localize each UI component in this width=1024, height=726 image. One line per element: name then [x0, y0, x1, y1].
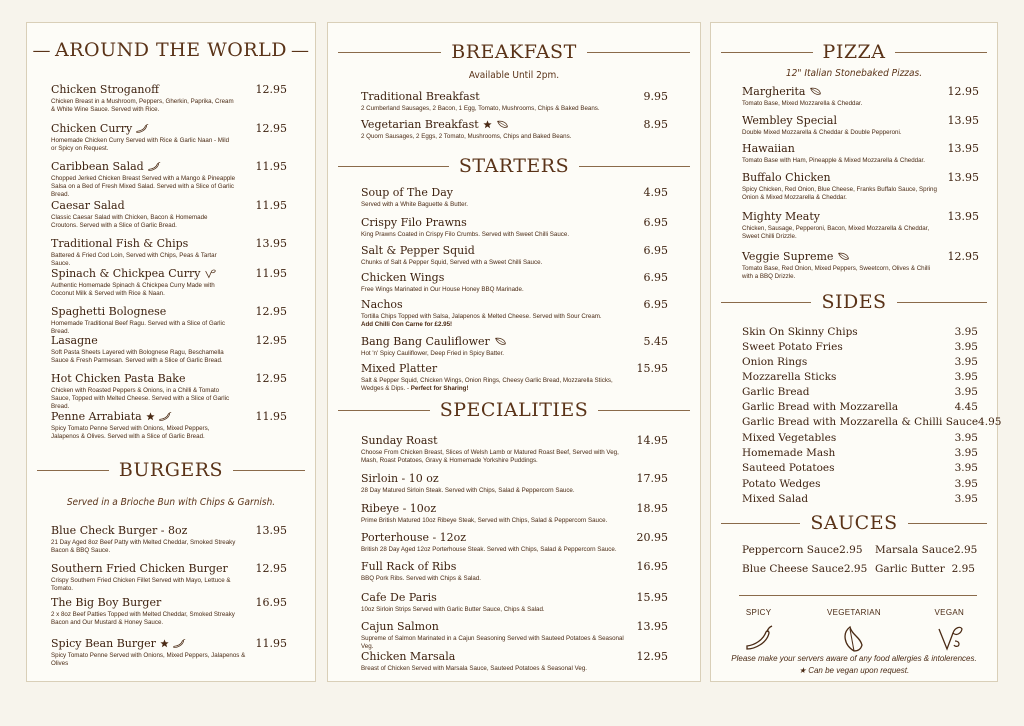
item-price: 3.95: [954, 447, 978, 459]
item-description: 10oz Sirloin Strips Served with Garlic Butter Sauce, Chips & Salad.: [361, 606, 545, 613]
item-description: Chicken Breast in a Mushroom, Peppers, Gherkin, Paprika, Cream & White Wine Sauce. Served with Rice.: [51, 98, 234, 113]
item-name: Blue Cheese Sauce: [742, 563, 844, 575]
item-name: Wembley Special: [742, 114, 837, 127]
menu-item-hawaiian: [742, 142, 979, 165]
item-description: 2 x 8oz Beef Patties Topped with Melted Cheddar, Smoked Streaky Bacon and Our Mustard & Honey Sauce.: [51, 611, 235, 626]
item-price: 15.95: [636, 591, 668, 604]
item-price: 12.95: [255, 372, 287, 385]
item-price: 17.95: [636, 472, 668, 485]
legend-spicy: SPICY: [724, 608, 794, 653]
item-description: 2 Cumberland Sausages, 2 Bacon, 1 Egg, Tomato, Mushrooms, Chips & Baked Beans.: [361, 105, 600, 112]
vegan-icon: [933, 623, 965, 653]
item-description: Supreme of Salmon Marinated in a Cajun Seasoning Served with Sauteed Potatoes & Seasonal Veg.: [361, 635, 624, 650]
item-price: 6.95: [643, 244, 668, 257]
item-name: Lasagne: [51, 334, 98, 347]
item-price: 13.95: [947, 171, 979, 184]
breakfast-subtitle: Available Until 2pm.: [468, 70, 560, 81]
item-name: Spaghetti Bolognese: [51, 305, 167, 318]
item-price: 13.95: [255, 237, 287, 250]
menu-item-southern-fried-chicken-burger: [51, 562, 287, 593]
menu-item-the-big-boy-burger: [51, 596, 287, 627]
item-description: Spicy Tomato Penne Served with Onions, Mixed Peppers, Jalapenos & Olives: [51, 652, 246, 667]
menu-item-nachos: [361, 298, 668, 329]
item-name: Mozzarella Sticks: [742, 371, 837, 383]
item-description: Tomato Base, Red Onion, Mixed Peppers, Sweetcorn, Olives & Chilli with a BBQ Drizzle.: [742, 265, 931, 280]
pizza-sides-sauces-panel: [710, 22, 1002, 682]
vegetarian-leaf-icon: [809, 86, 822, 97]
item-description: 21 Day Aged 8oz Beef Patty with Melted Cheddar, Smoked Streaky Bacon & BBQ Sauce.: [51, 539, 236, 554]
menu-item-chicken-curry: [51, 122, 287, 153]
side-item-homemade-mash: [742, 447, 978, 459]
chilli-icon: [743, 623, 775, 653]
menu-item-chicken-wings: [361, 271, 668, 294]
item-price: 3.95: [954, 326, 978, 338]
around-burgers-panel: [26, 22, 316, 682]
vegetarian-leaf-icon: [494, 336, 507, 347]
item-name: Full Rack of Ribs: [361, 560, 457, 573]
item-name: Ribeye - 10oz: [361, 502, 437, 515]
legend-vegetarian: VEGETARIAN: [819, 608, 889, 653]
specialities-heading: SPECIALITIES: [328, 399, 700, 421]
menu-item-ribeye-10oz: [361, 502, 668, 525]
item-price: 6.95: [643, 271, 668, 284]
item-name: Salt & Pepper Squid: [361, 244, 475, 257]
item-description: Tomato Base with Ham, Pineapple & Mixed Mozzarella & Cheddar.: [742, 157, 925, 164]
menu-item-spicy-bean-burger: [51, 637, 287, 668]
menu-item-sirloin-10-oz: [361, 472, 668, 495]
starters-heading: STARTERS: [328, 155, 700, 177]
item-price: 18.95: [636, 502, 668, 515]
item-price: 9.95: [643, 90, 668, 103]
item-name: Caesar Salad: [51, 199, 125, 212]
item-name: Margherita: [742, 85, 806, 98]
side-item-skin-on-skinny-chips: [742, 326, 978, 338]
chilli-icon: [159, 411, 172, 422]
item-price: 11.95: [255, 637, 287, 650]
item-description: Chunks of Salt & Pepper Squid, Served with a Sweet Chilli Sauce.: [361, 259, 543, 266]
item-name: Penne Arrabiata: [51, 410, 142, 423]
menu-item-mixed-platter: [361, 362, 668, 393]
item-price: 2.95: [953, 544, 978, 556]
menu-item-crispy-filo-prawns: [361, 216, 668, 239]
item-description: 2 Quorn Sausages, 2 Eggs, 2 Tomato, Mushrooms, Chips and Baked Beans.: [361, 133, 572, 140]
item-price: 4.45: [954, 401, 978, 413]
item-description: Breast of Chicken Served with Marsala Sauce, Sauteed Potatoes & Seasonal Veg.: [361, 665, 587, 672]
menu-item-caribbean-salad: [51, 160, 287, 199]
side-item-onion-rings: [742, 356, 978, 368]
item-price: 4.95: [978, 416, 1002, 428]
item-description: Homemade Chicken Curry Served with Rice & Garlic Naan - Mild or Spicy on Request.: [51, 137, 230, 152]
pizza-heading: PIZZA: [711, 41, 997, 63]
item-price: 13.95: [947, 114, 979, 127]
item-description: Tortilla Chips Topped with Salsa, Jalapenos & Melted Cheese. Served with Sour Cream. Add Chilli Con Carne for £2.95!: [361, 313, 602, 328]
item-description: Chicken with Roasted Peppers & Onions, in a Chilli & Tomato Sauce, Topped with Melted Cheese. Served with a Slice of Garlic Bread.: [51, 387, 230, 410]
item-price: 12.95: [947, 250, 979, 263]
side-item-mozzarella-sticks: [742, 371, 978, 383]
item-price: 11.95: [255, 160, 287, 173]
chilli-icon: [148, 161, 161, 172]
menu-item-salt-pepper-squid: [361, 244, 668, 267]
chilli-icon: [173, 638, 186, 649]
menu-item-traditional-breakfast: [361, 90, 668, 113]
item-name: Blue Check Burger - 8oz: [51, 524, 188, 537]
pizza-subtitle: 12" Italian Stonebaked Pizzas.: [785, 68, 923, 79]
vegan-option-star-icon: [160, 639, 169, 648]
item-price: 5.45: [643, 335, 668, 348]
menu-item-sunday-roast: [361, 434, 668, 465]
item-price: 12.95: [255, 122, 287, 135]
side-item-potato-wedges: [742, 478, 978, 490]
item-price: 3.95: [954, 371, 978, 383]
item-name: Cafe De Paris: [361, 591, 437, 604]
item-price: 20.95: [636, 531, 668, 544]
item-name: Crispy Filo Prawns: [361, 216, 467, 229]
menu-item-vegetarian-breakfast: [361, 118, 668, 141]
vegetarian-leaf-icon: [496, 119, 509, 130]
item-price: 2.95: [839, 544, 863, 556]
menu-item-porterhouse-12oz: [361, 531, 668, 554]
item-price: 13.95: [636, 620, 668, 633]
dietary-legend: [711, 608, 997, 653]
item-price: 3.95: [954, 432, 978, 444]
item-price: 3.95: [954, 478, 978, 490]
menu-item-caesar-salad: [51, 199, 287, 230]
item-price: 12.95: [255, 305, 287, 318]
item-name: The Big Boy Burger: [51, 596, 162, 609]
item-description: Hot 'n' Spicy Cauliflower, Deep Fried in Spicy Batter.: [361, 350, 505, 357]
item-price: 12.95: [947, 85, 979, 98]
item-price: 15.95: [636, 362, 668, 375]
menu-item-mighty-meaty: [742, 210, 979, 241]
item-price: 12.95: [636, 650, 668, 663]
menu-item-cajun-salmon: [361, 620, 668, 651]
item-description: British 28 Day Aged 12oz Porterhouse Steak. Served with Chips, Salad & Peppercorn Sauce.: [361, 546, 617, 553]
item-price: 6.95: [643, 216, 668, 229]
allergy-note: Please make your servers aware of any food allergies & intolerences. ★ Can be vegan upon request.: [731, 654, 977, 675]
item-name: Hot Chicken Pasta Bake: [51, 372, 186, 385]
item-name: Mixed Vegetables: [742, 432, 837, 444]
item-price: 2.95: [843, 563, 868, 575]
menu-item-wembley-special: [742, 114, 979, 137]
item-name: Nachos: [361, 298, 403, 311]
menu-item-spaghetti-bolognese: [51, 305, 287, 336]
item-name: Onion Rings: [742, 356, 808, 368]
item-description: Served with a White Baguette & Butter.: [361, 201, 468, 208]
item-price: 13.95: [947, 210, 979, 223]
item-name: Sauteed Potatoes: [742, 462, 835, 474]
item-name: Homemade Mash: [742, 447, 836, 459]
item-name: Bang Bang Cauliflower: [361, 335, 490, 348]
item-name: Chicken Curry: [51, 122, 133, 135]
item-name: Traditional Breakfast: [361, 90, 480, 103]
item-description: Homemade Traditional Beef Ragu. Served with a Slice of Garlic Bread.: [51, 320, 226, 335]
item-price: 11.95: [255, 267, 287, 280]
sauce-item-garlic-butter: [875, 563, 975, 575]
item-price: 3.95: [954, 341, 978, 353]
item-name: Skin On Skinny Chips: [742, 326, 858, 338]
side-item-mixed-salad: [742, 493, 978, 505]
menu-item-bang-bang-cauliflower: [361, 335, 668, 358]
menu-item-cafe-de-paris: [361, 591, 668, 614]
menu-item-buffalo-chicken: [742, 171, 979, 202]
item-description: Authentic Homemade Spinach & Chickpea Curry Made with Coconut Milk & Served with Rice & Naan.: [51, 282, 215, 297]
item-name: Sirloin - 10 oz: [361, 472, 439, 485]
breakfast-starters-specialities-panel: [327, 22, 701, 682]
sauce-item-marsala-sauce: [875, 544, 978, 556]
vegetarian-leaf-icon: [837, 251, 850, 262]
item-name: Chicken Wings: [361, 271, 445, 284]
item-description: Double Mixed Mozzarella & Cheddar & Double Pepperoni.: [742, 129, 902, 136]
item-description: Soft Pasta Sheets Layered with Bolognese Ragu, Beschamella Sauce & Fresh Parmesan. Served with a Slice of Garlic Bread.: [51, 349, 224, 364]
item-price: 13.95: [947, 142, 979, 155]
item-name: Sweet Potato Fries: [742, 341, 843, 353]
item-name: Garlic Bread with Mozzarella: [742, 401, 899, 413]
item-name: Chicken Stroganoff: [51, 83, 159, 96]
item-price: 11.95: [255, 199, 287, 212]
around-the-world-heading: — AROUND THE WORLD —: [32, 39, 310, 61]
sauce-item-blue-cheese-sauce: [742, 563, 868, 575]
item-description: Chopped Jerked Chicken Breast Served with a Mango & Pineapple Salsa on a Bed of Fresh Mixed Salad. Served with a Slice of Garlic Bread.: [51, 175, 236, 198]
vegan-icon: [204, 268, 217, 279]
side-item-garlic-bread-with-mozzarella-chilli-sauce: [742, 416, 1002, 428]
side-item-mixed-vegetables: [742, 432, 978, 444]
item-description: 28 Day Matured Sirloin Steak. Served with Chips, Salad & Peppercorn Sauce.: [361, 487, 575, 494]
item-name: Chicken Marsala: [361, 650, 456, 663]
item-name: Caribbean Salad: [51, 160, 144, 173]
side-item-sweet-potato-fries: [742, 341, 978, 353]
side-item-sauteed-potatoes: [742, 462, 978, 474]
item-description: Classic Caesar Salad with Chicken, Bacon & Homemade Croutons. Served with a Slice of Garlic Bread.: [51, 214, 208, 229]
item-name: Marsala Sauce: [875, 544, 954, 556]
item-name: Mixed Salad: [742, 493, 809, 505]
sauce-item-peppercorn-sauce: [742, 544, 863, 556]
item-name: Veggie Supreme: [742, 250, 834, 263]
item-name: Cajun Salmon: [361, 620, 439, 633]
item-price: 8.95: [643, 118, 668, 131]
item-description: Tomato Base, Mixed Mozzarella & Cheddar.: [742, 100, 863, 107]
menu-item-hot-chicken-pasta-bake: [51, 372, 287, 411]
item-price: 3.95: [954, 386, 978, 398]
menu-item-veggie-supreme: [742, 250, 979, 281]
item-price: 12.95: [255, 334, 287, 347]
burgers-subtitle: Served in a Brioche Bun with Chips & Garnish.: [66, 497, 276, 508]
side-item-garlic-bread: [742, 386, 978, 398]
item-description: Chicken, Sausage, Pepperoni, Bacon, Mixed Mozzarella & Cheddar, Sweet Chilli Drizzle.: [742, 225, 930, 240]
item-description: Salt & Pepper Squid, Chicken Wings, Onion Rings, Cheesy Garlic Bread, Mozzarella Sticks, Wedges & Dips. - Perfect for Sharing!: [361, 377, 613, 392]
item-description: Free Wings Marinated in Our House Honey BBQ Marinade.: [361, 286, 524, 293]
item-name: Peppercorn Sauce: [742, 544, 840, 556]
item-price: 4.95: [643, 186, 668, 199]
menu-item-spinach-chickpea-curry: [51, 267, 287, 298]
item-name: Porterhouse - 12oz: [361, 531, 467, 544]
item-name: Spicy Bean Burger: [51, 637, 156, 650]
vegan-option-star-icon: [146, 412, 155, 421]
item-price: 13.95: [255, 524, 287, 537]
item-description: Spicy Chicken, Red Onion, Blue Cheese, Franks Buffalo Sauce, Spring Onion & Mixed Mozzarella & Cheddar.: [742, 186, 937, 201]
item-description: BBQ Pork Ribs. Served with Chips & Salad.: [361, 575, 482, 582]
item-name: Traditional Fish & Chips: [51, 237, 189, 250]
item-name: Hawaiian: [742, 142, 795, 155]
item-name: Mixed Platter: [361, 362, 438, 375]
item-description: Spicy Tomato Penne Served with Onions, Mixed Peppers, Jalapenos & Olives. Served with a Slice of Garlic Bread.: [51, 425, 210, 440]
divider: [739, 595, 977, 596]
item-highlight: Perfect for Sharing!: [410, 385, 469, 392]
vegan-option-star-icon: [483, 120, 492, 129]
item-name: Southern Fried Chicken Burger: [51, 562, 228, 575]
item-price: 6.95: [643, 298, 668, 311]
item-price: 12.95: [255, 562, 287, 575]
menu-item-blue-check-burger-8oz: [51, 524, 287, 555]
chilli-icon: [136, 123, 149, 134]
side-item-garlic-bread-with-mozzarella: [742, 401, 978, 413]
menu-item-traditional-fish-chips: [51, 237, 287, 268]
item-price: 3.95: [954, 493, 978, 505]
item-name: Garlic Butter: [875, 563, 945, 575]
item-description: Crispy Southern Fried Chicken Fillet Served with Mayo, Lettuce & Tomato.: [51, 577, 231, 592]
breakfast-heading: BREAKFAST: [328, 41, 700, 63]
item-name: Spinach & Chickpea Curry: [51, 267, 201, 280]
item-name: Sunday Roast: [361, 434, 438, 447]
item-description: Battered & Fried Cod Loin, Served with Chips, Peas & Tartar Sauce.: [51, 252, 217, 267]
item-price: 12.95: [255, 83, 287, 96]
item-name: Soup of The Day: [361, 186, 453, 199]
menu-item-lasagne: [51, 334, 287, 365]
item-description: Prime British Matured 10oz Ribeye Steak, Served with Chips, Salad & Peppercorn Sauce.: [361, 517, 608, 524]
item-name: Potato Wedges: [742, 478, 821, 490]
item-name: Mighty Meaty: [742, 210, 821, 223]
item-name: Buffalo Chicken: [742, 171, 831, 184]
item-name: Garlic Bread with Mozzarella & Chilli Sauce: [742, 416, 979, 428]
legend-vegan: VEGAN: [914, 608, 984, 653]
menu-item-soup-of-the-day: [361, 186, 668, 209]
item-description: King Prawns Coated in Crispy Filo Crumbs. Served with Sweet Chilli Sauce.: [361, 231, 570, 238]
item-price: 2.95: [951, 563, 975, 575]
item-price: 3.95: [954, 462, 978, 474]
sauces-heading: SAUCES: [711, 512, 997, 534]
item-name: Vegetarian Breakfast: [361, 118, 479, 131]
item-price: 16.95: [636, 560, 668, 573]
item-price: 14.95: [636, 434, 668, 447]
menu-item-chicken-stroganoff: [51, 83, 287, 114]
menu-item-full-rack-of-ribs: [361, 560, 668, 583]
vegetarian-leaf-icon: [838, 623, 870, 653]
menu-item-penne-arrabiata: [51, 410, 287, 441]
item-name: Garlic Bread: [742, 386, 810, 398]
menu-item-chicken-marsala: [361, 650, 668, 673]
item-price: 11.95: [255, 410, 287, 423]
burgers-heading: BURGERS: [27, 459, 315, 481]
item-description: Choose From Chicken Breast, Slices of Welsh Lamb or Matured Roast Beef, Served with Veg, Mash, Roast Potatoes, Gravy & Homemade Yorkshire Puddings.: [361, 449, 619, 464]
item-price: 16.95: [255, 596, 287, 609]
sides-heading: SIDES: [711, 291, 997, 313]
menu-item-margherita: [742, 85, 979, 108]
item-highlight: Add Chilli Con Carne for £2.95!: [361, 321, 453, 328]
item-price: 3.95: [954, 356, 978, 368]
